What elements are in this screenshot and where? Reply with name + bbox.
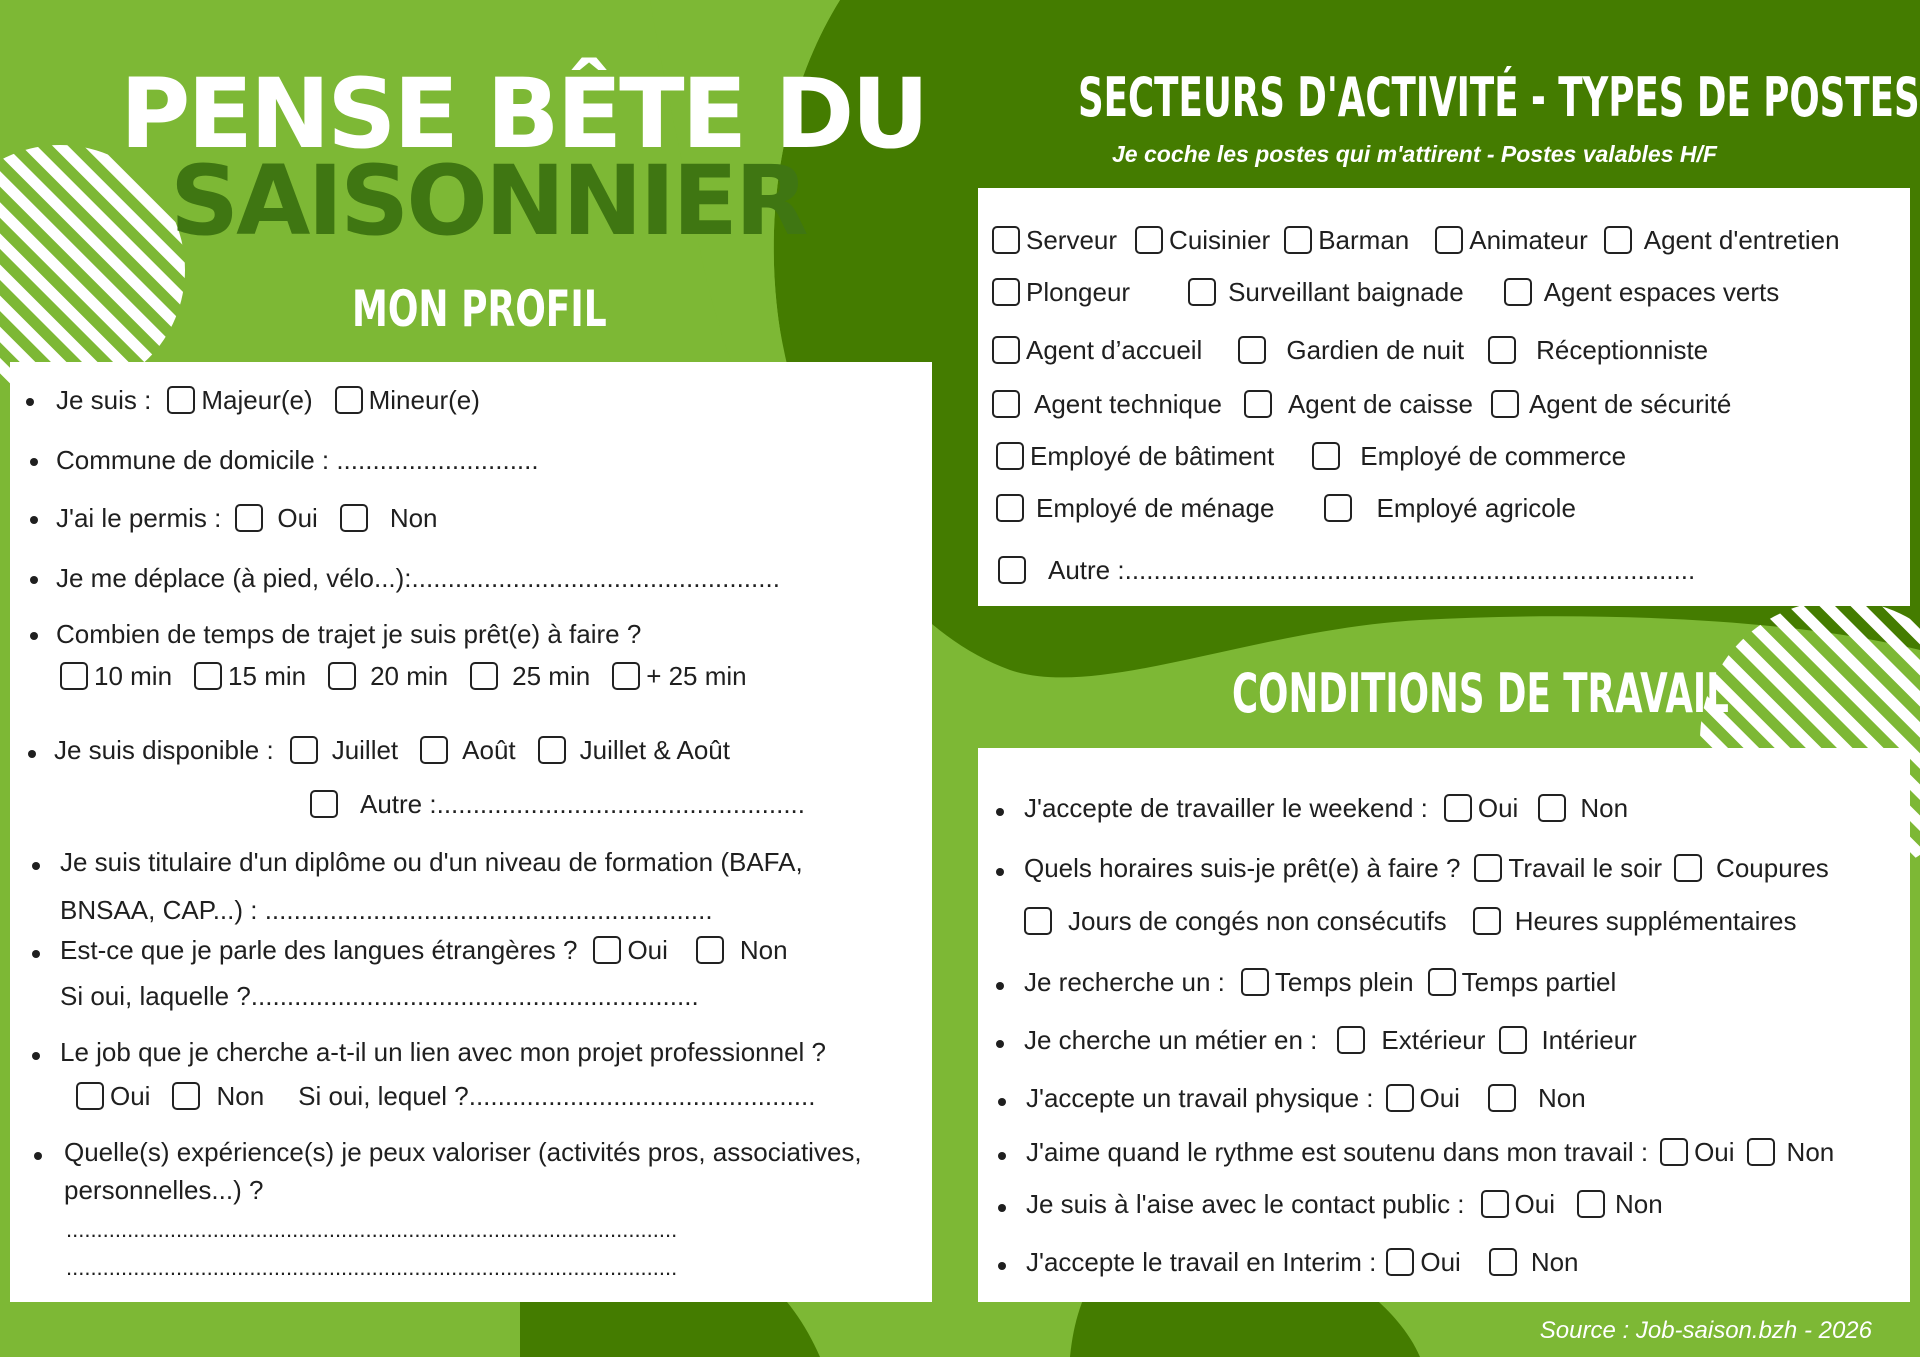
bullet [30, 458, 38, 466]
sector-commerce-label: Employé de commerce [1360, 440, 1627, 471]
conditions-panel [978, 748, 1910, 1302]
sector-animateur-checkbox[interactable] [1435, 226, 1463, 254]
rythme-question: J'aime quand le rythme est soutenu dans mon travail : [1026, 1136, 1649, 1167]
sector-cuisinier-checkbox[interactable] [1135, 226, 1163, 254]
sector-agent-entretien-checkbox[interactable] [1604, 226, 1632, 254]
dispo-aout-label: Août [462, 734, 516, 765]
conges-label: Jours de congés non consécutifs [1068, 905, 1447, 936]
langues-question: Est-ce que je parle des langues étrangères ? [60, 934, 578, 965]
recherche-question: Je recherche un : [1024, 966, 1225, 997]
sector-plongeur-label: Plongeur [1026, 276, 1131, 307]
sector-row-7 [998, 552, 1695, 588]
cond-row-interim [1026, 1244, 1579, 1280]
sector-row-5 [996, 438, 1626, 474]
job-non-label: Non [216, 1080, 265, 1111]
trajet-plus25-checkbox[interactable] [612, 662, 640, 690]
diplome-field[interactable]: BNSAA, CAP...) : .............................................................. [60, 894, 713, 925]
trajet-20-label: 20 min [370, 660, 449, 691]
title-line-1: PENSE BÊTE DU [120, 58, 927, 170]
cond-row-metier [1024, 1022, 1637, 1058]
trajet-25-label: 25 min [512, 660, 591, 691]
row-trajet [56, 616, 641, 652]
temps-plein-label: Temps plein [1274, 966, 1414, 997]
bullet [30, 516, 38, 524]
row-job-lien [60, 1034, 826, 1070]
interim-question: J'accepte le travail en Interim : [1026, 1246, 1377, 1277]
metier-question: Je cherche un métier en : [1024, 1024, 1318, 1055]
sectors-heading: SECTEURS D'ACTIVITÉ - TYPES DE POSTES [1078, 66, 1920, 129]
rythme-oui-label: Oui [1694, 1136, 1735, 1167]
dispo-both-checkbox[interactable] [538, 736, 566, 764]
temps-partiel-checkbox[interactable] [1428, 968, 1456, 996]
experience-field-1[interactable]: .................................................................................................... [66, 1217, 678, 1242]
sector-receptionniste-label: Réceptionniste [1536, 334, 1709, 365]
sector-technique-checkbox[interactable] [992, 390, 1020, 418]
weekend-non-checkbox[interactable] [1538, 794, 1566, 822]
temps-partiel-label: Temps partiel [1461, 966, 1617, 997]
sector-row-6 [996, 490, 1576, 526]
profile-heading: MON PROFIL [352, 280, 607, 338]
temps-plein-checkbox[interactable] [1241, 968, 1269, 996]
conges-checkbox[interactable] [1024, 907, 1052, 935]
contact-oui-checkbox[interactable] [1481, 1190, 1509, 1218]
bullet [996, 1040, 1004, 1048]
cond-row-recherche [1024, 964, 1616, 1000]
weekend-question: J'accepte de travailler le weekend : [1024, 792, 1428, 823]
cond-row-physique [1026, 1080, 1586, 1116]
contact-non-checkbox[interactable] [1577, 1190, 1605, 1218]
row-commune [56, 442, 539, 478]
permis-oui-checkbox[interactable] [235, 504, 263, 532]
rythme-non-label: Non [1786, 1136, 1835, 1167]
sector-barman-label: Barman [1318, 224, 1410, 255]
dispo-label: Je suis disponible : [54, 734, 274, 765]
experience-question-cont: personnelles...) ? [64, 1174, 264, 1205]
row-experience-1 [64, 1134, 862, 1170]
rythme-non-checkbox[interactable] [1747, 1138, 1775, 1166]
horaires-question: Quels horaires suis-je prêt(e) à faire ? [1024, 852, 1461, 883]
sector-row-1 [992, 222, 1840, 258]
cond-row-contact [1026, 1186, 1663, 1222]
sector-agent-entretien-label: Agent d'entretien [1643, 224, 1840, 255]
interim-oui-checkbox[interactable] [1386, 1248, 1414, 1276]
sector-accueil-checkbox[interactable] [992, 336, 1020, 364]
sector-row-2 [992, 274, 1779, 310]
physique-non-label: Non [1537, 1082, 1586, 1113]
sector-gardien-checkbox[interactable] [1238, 336, 1266, 364]
dispo-juillet-label: Juillet [331, 734, 399, 765]
dispo-juillet-checkbox[interactable] [290, 736, 318, 764]
contact-oui-label: Oui [1514, 1188, 1555, 1219]
coupures-checkbox[interactable] [1674, 854, 1702, 882]
trajet-10-label: 10 min [94, 660, 173, 691]
row-experience-line-1 [66, 1212, 677, 1248]
deplace-field[interactable]: Je me déplace (à pied, vélo...):................................................... [56, 562, 780, 593]
soir-label: Travail le soir [1508, 852, 1663, 883]
row-experience-2 [64, 1172, 263, 1208]
contact-non-label: Non [1615, 1188, 1663, 1219]
sector-commerce-checkbox[interactable] [1312, 442, 1340, 470]
langues-field[interactable]: Si oui, laquelle ?.............................................................. [60, 980, 699, 1011]
permis-non-label: Non [389, 502, 438, 533]
sector-espaces-verts-checkbox[interactable] [1504, 278, 1532, 306]
sector-autre-field[interactable]: Autre :............................................................................... [1048, 554, 1696, 585]
bullet [28, 750, 36, 758]
sector-technique-label: Agent technique [1034, 388, 1222, 419]
title-line-2: SAISONNIER [170, 145, 806, 257]
interieur-label: Intérieur [1541, 1024, 1637, 1055]
profile-panel [10, 362, 932, 1302]
langues-oui-label: Oui [627, 934, 668, 965]
sector-accueil-label: Agent d’accueil [1026, 334, 1203, 365]
physique-oui-label: Oui [1419, 1082, 1460, 1113]
sector-receptionniste-checkbox[interactable] [1488, 336, 1516, 364]
interim-non-checkbox[interactable] [1489, 1248, 1517, 1276]
sector-agricole-checkbox[interactable] [1324, 494, 1352, 522]
sectors-panel [978, 188, 1910, 606]
job-oui-label: Oui [110, 1080, 151, 1111]
sector-row-4 [992, 386, 1731, 422]
contact-question: Je suis à l'aise avec le contact public : [1026, 1188, 1465, 1219]
commune-field[interactable]: Commune de domicile : ............................ [56, 444, 539, 475]
bullet [996, 808, 1004, 816]
row-langues [60, 932, 788, 968]
interim-oui-label: Oui [1420, 1246, 1461, 1277]
row-deplace [56, 560, 780, 596]
experience-question: Quelle(s) expérience(s) je peux valoriser (activités pros, associatives, [64, 1136, 862, 1167]
trajet-plus25-label: + 25 min [646, 660, 747, 691]
weekend-oui-label: Oui [1477, 792, 1519, 823]
permis-oui-label: Oui [277, 502, 318, 533]
sector-batiment-checkbox[interactable] [996, 442, 1024, 470]
heures-sup-label: Heures supplémentaires [1514, 905, 1797, 936]
dispo-autre-checkbox[interactable] [310, 790, 338, 818]
row-permis [56, 500, 438, 536]
cond-row-conges [1024, 903, 1797, 939]
sector-row-3 [992, 332, 1708, 368]
sector-gardien-label: Gardien de nuit [1286, 334, 1465, 365]
trajet-25-checkbox[interactable] [470, 662, 498, 690]
langues-non-checkbox[interactable] [696, 936, 724, 964]
bullet [32, 1052, 40, 1060]
sector-agricole-label: Employé agricole [1376, 492, 1576, 523]
weekend-oui-checkbox[interactable] [1444, 794, 1472, 822]
cond-row-rythme [1026, 1134, 1834, 1170]
diplome-question: Je suis titulaire d'un diplôme ou d'un niveau de formation (BAFA, [60, 846, 803, 877]
bullet [996, 982, 1004, 990]
bullet [32, 950, 40, 958]
sector-animateur-label: Animateur [1469, 224, 1588, 255]
permis-label: J'ai le permis : [56, 502, 222, 533]
rythme-oui-checkbox[interactable] [1660, 1138, 1688, 1166]
sector-menage-checkbox[interactable] [996, 494, 1024, 522]
row-job-options [76, 1078, 815, 1114]
sector-securite-checkbox[interactable] [1491, 390, 1519, 418]
job-non-checkbox[interactable] [172, 1082, 200, 1110]
dispo-both-label: Juillet & Août [579, 734, 730, 765]
coupures-label: Coupures [1716, 852, 1829, 883]
source-credit: Source : Job-saison.bzh - 2026 [1539, 1317, 1872, 1344]
bullet [26, 398, 34, 406]
cond-row-weekend [1024, 790, 1628, 826]
cond-row-horaires [1024, 850, 1829, 886]
weekend-non-label: Non [1580, 792, 1629, 823]
trajet-20-checkbox[interactable] [328, 662, 356, 690]
dispo-aout-checkbox[interactable] [420, 736, 448, 764]
sector-surveillant-label: Surveillant baignade [1228, 276, 1464, 307]
physique-non-checkbox[interactable] [1488, 1084, 1516, 1112]
interim-non-label: Non [1530, 1246, 1579, 1277]
heures-sup-checkbox[interactable] [1473, 907, 1501, 935]
majeur-label: Majeur(e) [201, 384, 313, 415]
mineur-checkbox[interactable] [335, 386, 363, 414]
trajet-15-label: 15 min [228, 660, 307, 691]
trajet-10-checkbox[interactable] [60, 662, 88, 690]
sector-espaces-verts-label: Agent espaces verts [1543, 276, 1780, 307]
soir-checkbox[interactable] [1474, 854, 1502, 882]
sector-caisse-label: Agent de caisse [1287, 388, 1473, 419]
je-suis-label: Je suis : [56, 384, 152, 415]
sector-surveillant-checkbox[interactable] [1188, 278, 1216, 306]
physique-oui-checkbox[interactable] [1386, 1084, 1414, 1112]
exterieur-checkbox[interactable] [1337, 1026, 1365, 1054]
row-dispo-autre [310, 786, 805, 822]
job-lien-question: Le job que je cherche a-t-il un lien avec mon projet professionnel ? [60, 1036, 827, 1067]
bullet [998, 1152, 1006, 1160]
row-experience-line-2 [66, 1250, 677, 1286]
bullet [998, 1262, 1006, 1270]
sector-menage-label: Employé de ménage [1036, 492, 1275, 523]
sectors-subtitle: Je coche les postes qui m'attirent - Postes valables H/F [1112, 141, 1717, 167]
job-oui-checkbox[interactable] [76, 1082, 104, 1110]
sector-serveur-checkbox[interactable] [992, 226, 1020, 254]
row-langues-lequel [60, 978, 699, 1014]
row-trajet-options [60, 658, 747, 694]
row-dispo [54, 732, 730, 768]
langues-oui-checkbox[interactable] [593, 936, 621, 964]
sector-caisse-checkbox[interactable] [1244, 390, 1272, 418]
bullet [32, 862, 40, 870]
sector-securite-label: Agent de sécurité [1528, 388, 1732, 419]
sector-serveur-label: Serveur [1026, 224, 1118, 255]
majeur-checkbox[interactable] [167, 386, 195, 414]
sector-autre-checkbox[interactable] [998, 556, 1026, 584]
row-diplome-2 [60, 892, 713, 928]
dispo-autre-field[interactable]: Autre :................................................... [360, 788, 805, 819]
row-je-suis [56, 382, 480, 418]
bullet [34, 1152, 42, 1160]
sector-barman-checkbox[interactable] [1284, 226, 1312, 254]
sector-cuisinier-label: Cuisinier [1169, 224, 1271, 255]
interieur-checkbox[interactable] [1499, 1026, 1527, 1054]
bullet [998, 1204, 1006, 1212]
job-field[interactable]: Si oui, lequel ?................................................ [298, 1080, 816, 1111]
sector-plongeur-checkbox[interactable] [992, 278, 1020, 306]
bullet [996, 868, 1004, 876]
bullet [30, 576, 38, 584]
trajet-question: Combien de temps de trajet je suis prêt(e) à faire ? [56, 618, 642, 649]
bullet [998, 1098, 1006, 1106]
sector-batiment-label: Employé de bâtiment [1030, 440, 1275, 471]
trajet-15-checkbox[interactable] [194, 662, 222, 690]
experience-field-2[interactable]: .................................................................................................... [66, 1255, 678, 1280]
exterieur-label: Extérieur [1381, 1024, 1486, 1055]
permis-non-checkbox[interactable] [340, 504, 368, 532]
physique-question: J'accepte un travail physique : [1026, 1082, 1374, 1113]
langues-non-label: Non [739, 934, 788, 965]
conditions-heading: CONDITIONS DE TRAVAIL [1232, 662, 1729, 725]
row-diplome-1 [60, 844, 803, 880]
bullet [30, 632, 38, 640]
mineur-label: Mineur(e) [368, 384, 480, 415]
